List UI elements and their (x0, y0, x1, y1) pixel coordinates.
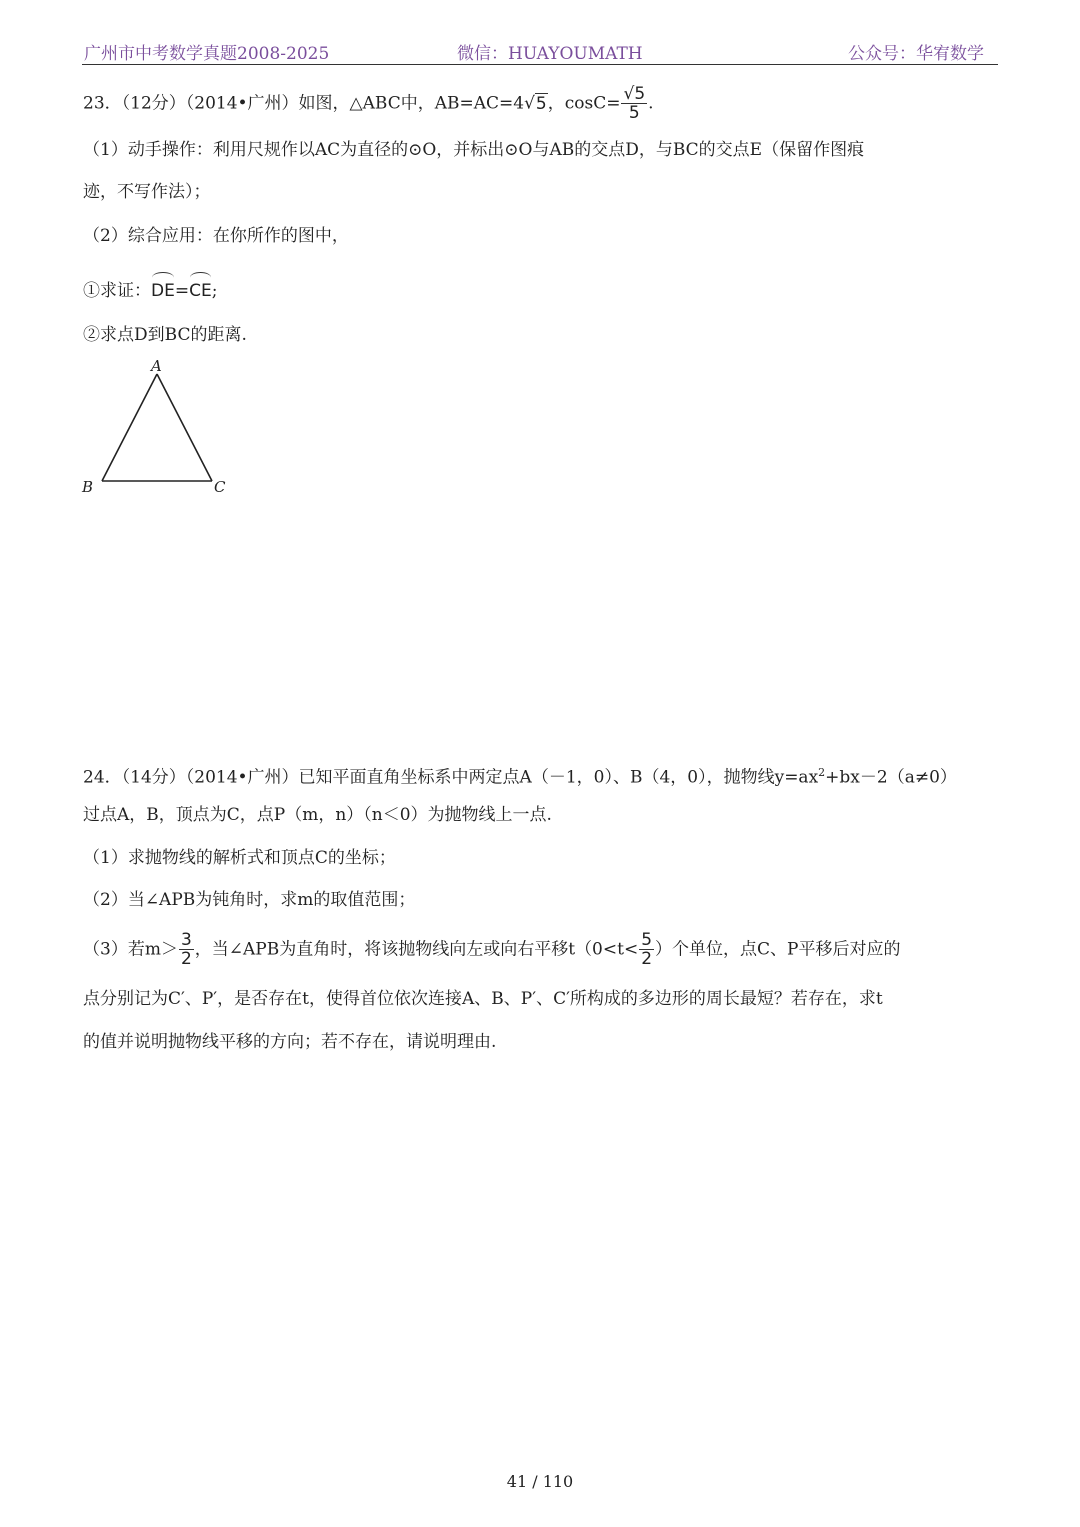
cos-fraction (621, 86, 647, 122)
cos-denominator: 5 (628, 103, 640, 123)
q24-line1-rest: +bx－2（a≠0） (825, 767, 957, 788)
q24-line1 (83, 760, 957, 791)
q23-sub2: ②求点D到BC的距离. (83, 325, 247, 345)
q23-intro-cos: ，cosC= (547, 93, 621, 114)
vertex-label-a: A (151, 357, 162, 375)
side-ab (102, 374, 157, 481)
cos-numerator: √5 (623, 84, 646, 104)
q23-sub1 (83, 272, 217, 304)
header-title: 广州市中考数学真题2008-2025 (84, 44, 330, 64)
frac2-numerator: 5 (641, 930, 653, 950)
q24-part3-b: ，当∠APB为直角时，将该抛物线向左或向右平移t（0<t< (194, 939, 639, 960)
header-account: 公众号：华宥数学 (848, 44, 984, 64)
q23-intro-text: 23．（12分）（2014•广州）如图，△ABC中，AB=AC=4 (83, 93, 525, 114)
q23-part1-line2: 迹，不写作法）； (83, 182, 211, 202)
q24-part3-c: ）个单位，点C、P平移后对应的 (655, 939, 901, 960)
q24-part2: （2）当∠APB为钝角时，求m的取值范围； (83, 890, 416, 910)
q24-line-b: 点分别记为C′、P′，是否存在t，使得首位依次连接A、B、P′、C′所构成的多边形的周长最短？若存在，求t (83, 989, 883, 1009)
header-wechat: 微信：HUAYOUMATH (457, 44, 643, 64)
fraction-five-halves (639, 932, 654, 968)
triangle-figure (78, 356, 238, 501)
exponent: 2 (818, 766, 826, 779)
arc-de: DE (151, 272, 175, 304)
page-number: 41 / 110 (506, 1472, 574, 1491)
frac1-numerator: 3 (180, 930, 192, 950)
q24-part1: （1）求抛物线的解析式和顶点C的坐标； (83, 848, 396, 868)
sqrt-expression: √5 (524, 93, 547, 114)
q23-part1-line1: （1）动手操作：利用尺规作以AC为直径的⊙O，并标出⊙O与AB的交点D，与BC的交点E（保留作图痕 (83, 140, 865, 160)
q24-line1-text: 24．（14分）（2014•广州）已知平面直角坐标系中两定点A（－1，0）、B（4，0），抛物线y=ax (83, 767, 819, 788)
q23-intro (83, 86, 654, 122)
sqrt-radicand: 5 (535, 93, 547, 114)
q24-line2: 过点A，B，顶点为C，点P（m，n）（n＜0）为抛物线上一点. (83, 805, 552, 825)
page-header (82, 34, 998, 65)
q23-sub1-suffix: ; (211, 281, 218, 301)
q24-part3 (83, 932, 900, 968)
vertex-label-c: C (214, 478, 226, 496)
fraction-three-halves (179, 932, 194, 968)
q23-intro-end: . (648, 93, 654, 114)
arc-ce: CE (189, 272, 212, 304)
vertex-label-b: B (82, 478, 94, 496)
q23-sub1-prefix: ①求证： (83, 281, 151, 301)
q23-part2: （2）综合应用：在你所作的图中， (83, 226, 349, 246)
side-ac (157, 374, 212, 481)
frac2-denominator: 2 (641, 949, 653, 969)
frac1-denominator: 2 (180, 949, 192, 969)
q24-line-c: 的值并说明抛物线平移的方向；若不存在，请说明理由. (83, 1032, 497, 1052)
q24-part3-a: （3）若m＞ (83, 939, 178, 960)
equals-sign: = (174, 281, 190, 301)
